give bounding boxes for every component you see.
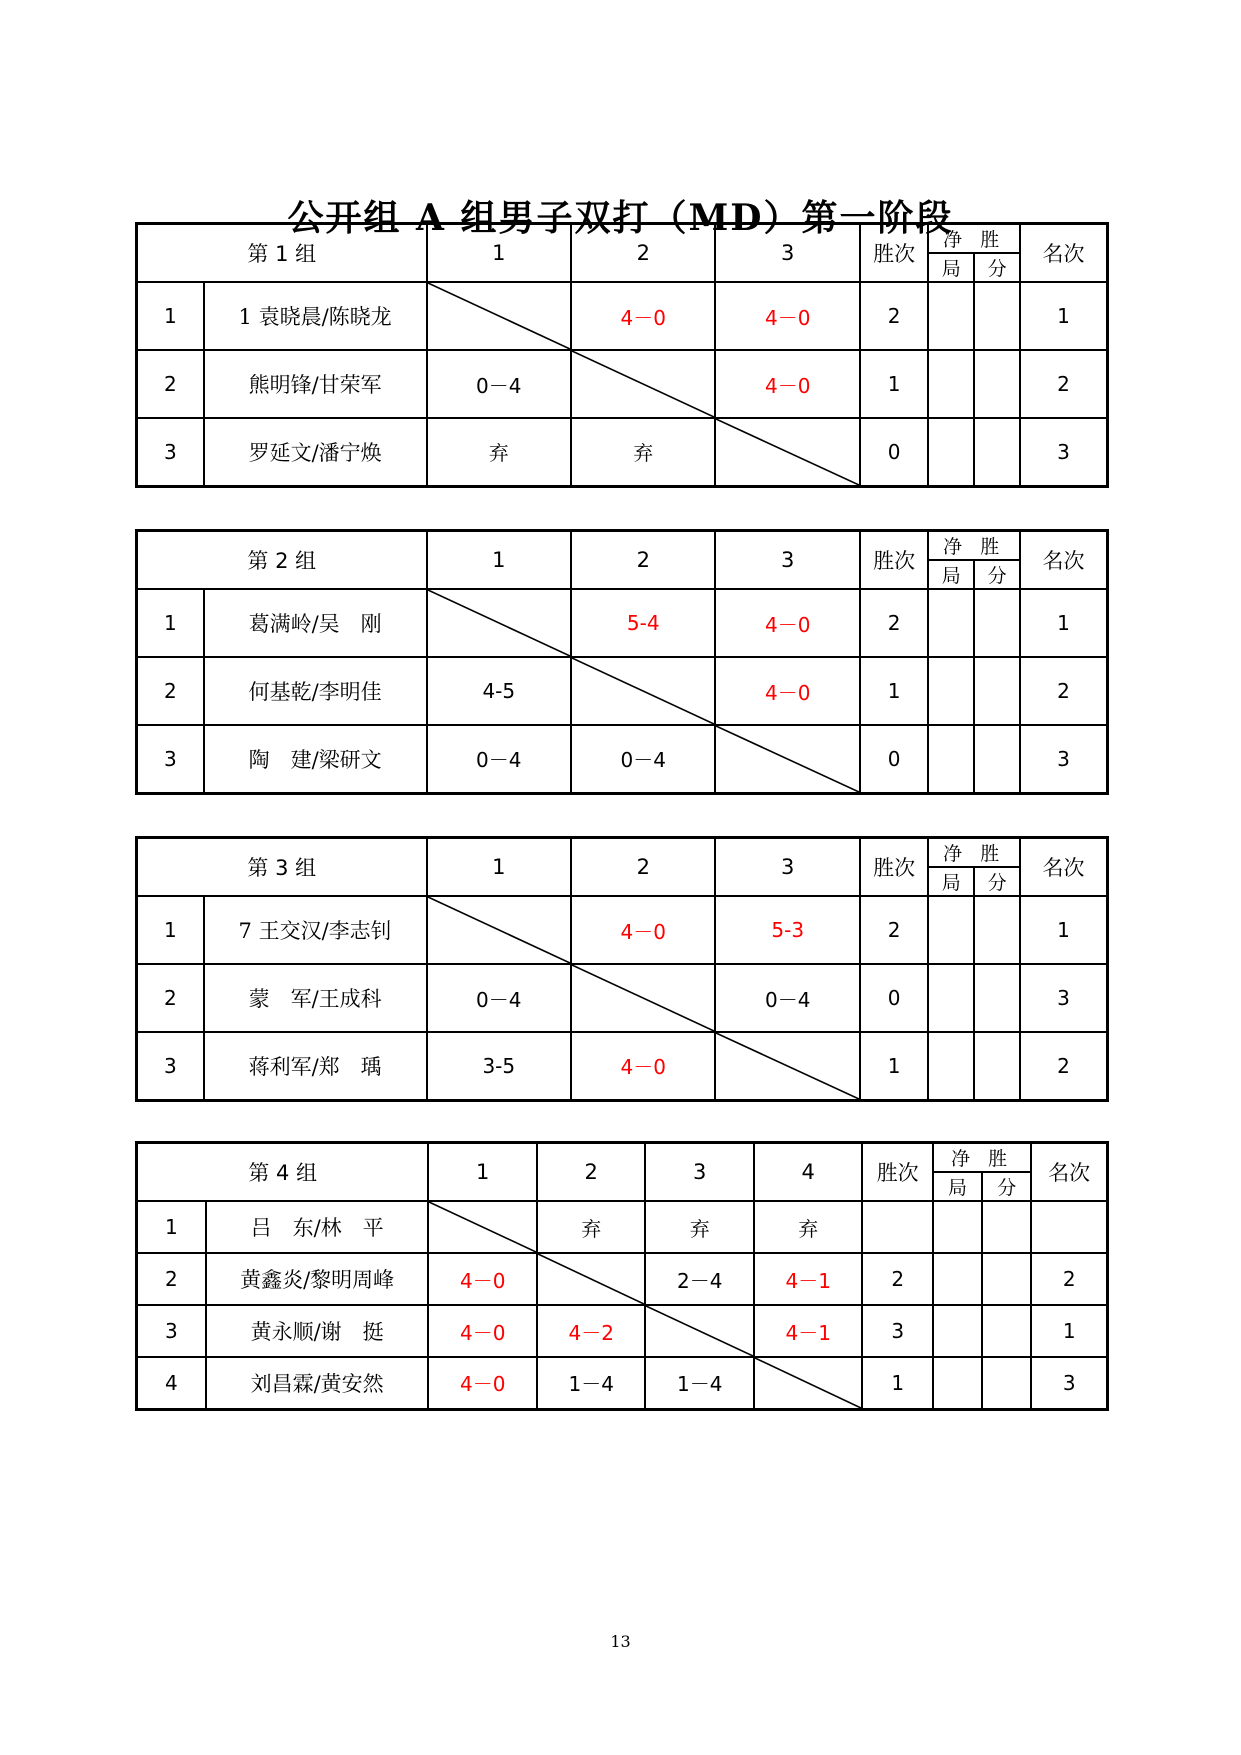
match-score: 0－4 [427,350,571,418]
net-games [928,725,974,793]
wins-count [862,1201,932,1253]
table-row [137,1357,1108,1409]
match-score: 弃 [645,1201,754,1253]
net-wins-label: 净 胜 [929,532,1019,561]
net-games-label: 局 [929,254,975,281]
table-row [137,896,1108,964]
self-match-diagonal [715,418,859,486]
net-points [982,1357,1031,1409]
seed-number: 4 [137,1357,206,1409]
pair-name: 葛满岭/吴 刚 [204,589,427,657]
net-points [974,964,1020,1032]
net-points [974,589,1020,657]
pair-name: 蒙 军/王成科 [204,964,427,1032]
match-score: 弃 [571,418,715,486]
pair-name: 罗延文/潘宁焕 [204,418,427,486]
match-score: 4－1 [754,1305,863,1357]
self-match-diagonal [571,657,715,725]
table-row [137,282,1108,350]
wins-count: 0 [860,964,928,1032]
self-match-diagonal [715,725,859,793]
opponent-column-header: 4 [754,1143,863,1202]
wins-count: 2 [862,1253,932,1305]
net-games-label: 局 [934,1173,983,1200]
net-games [928,589,974,657]
opponent-column-header: 1 [427,224,571,283]
group-table [135,836,1109,1102]
rank-value: 1 [1031,1305,1107,1357]
wins-count: 1 [860,350,928,418]
group-name: 第 4 组 [137,1143,429,1202]
wins-count: 0 [860,418,928,486]
table-row [137,1253,1108,1305]
match-score: 1－4 [537,1357,646,1409]
match-score: 1－4 [645,1357,754,1409]
match-score: 弃 [754,1201,863,1253]
net-points [974,1032,1020,1100]
net-points-label: 分 [987,565,1007,587]
wins-count: 1 [860,1032,928,1100]
opponent-column-header: 3 [715,224,859,283]
table-row [137,725,1108,793]
net-games [928,657,974,725]
rank-value: 2 [1020,657,1107,725]
seed-number: 2 [137,657,204,725]
seed-number: 2 [137,1253,206,1305]
rank-header: 名次 [1020,224,1107,283]
self-match-diagonal [428,1201,537,1253]
net-wins-header [928,531,1020,590]
rank-value [1031,1201,1107,1253]
table-row [137,1305,1108,1357]
seed-number: 3 [137,418,204,486]
net-wins-header [928,224,1020,283]
self-match-diagonal [754,1357,863,1409]
match-score: 5-4 [571,589,715,657]
net-wins-subheaders [929,561,1019,588]
pair-name: 熊明锋/甘荣军 [204,350,427,418]
page-title: 公开组 A 组男子双打（MD）第一阶段 [287,197,954,239]
pair-name: 7 王交汉/李志钊 [204,896,427,964]
match-score: 4－1 [754,1253,863,1305]
seed-number: 3 [137,1305,206,1357]
seed-number: 2 [137,350,204,418]
net-points [974,725,1020,793]
pair-name: 何基乾/李明佳 [204,657,427,725]
pair-name: 刘昌霖/黄安然 [206,1357,429,1409]
pair-name: 陶 建/梁研文 [204,725,427,793]
opponent-column-header: 3 [715,531,859,590]
net-points [982,1305,1031,1357]
net-wins-header [933,1143,1031,1202]
wins-count: 2 [860,896,928,964]
table-row [137,350,1108,418]
rank-value: 3 [1020,418,1107,486]
rank-value: 2 [1020,350,1107,418]
rank-value: 2 [1020,1032,1107,1100]
opponent-column-header: 2 [537,1143,646,1202]
header-row [137,531,1108,590]
net-wins-subheaders [934,1173,1030,1200]
wins-count: 2 [860,282,928,350]
match-score: 弃 [427,418,571,486]
rank-header: 名次 [1020,531,1107,590]
net-points-label: 分 [987,872,1007,894]
group-name: 第 3 组 [137,838,427,897]
seed-number: 3 [137,725,204,793]
match-score: 2－4 [645,1253,754,1305]
self-match-diagonal [427,282,571,350]
rank-value: 1 [1020,589,1107,657]
opponent-column-header: 2 [571,838,715,897]
opponent-column-header: 3 [645,1143,754,1202]
match-score: 4－0 [428,1253,537,1305]
table-row [137,657,1108,725]
net-points [974,418,1020,486]
table-row [137,418,1108,486]
net-points [982,1253,1031,1305]
opponent-column-header: 2 [571,224,715,283]
wins-count: 3 [862,1305,932,1357]
group-table [135,1141,1109,1411]
net-games [933,1305,982,1357]
self-match-diagonal [645,1305,754,1357]
net-wins-label: 净 胜 [929,225,1019,254]
net-games [928,896,974,964]
match-score: 4－0 [571,282,715,350]
match-score: 3-5 [427,1032,571,1100]
net-games-label: 局 [929,561,975,588]
opponent-column-header: 3 [715,838,859,897]
match-score: 0－4 [571,725,715,793]
seed-number: 1 [137,896,204,964]
net-points [974,350,1020,418]
wins-header: 胜次 [862,1143,932,1202]
match-score: 4－0 [715,350,859,418]
match-score: 4－2 [537,1305,646,1357]
match-score: 弃 [537,1201,646,1253]
match-score: 0－4 [427,964,571,1032]
match-score: 4－0 [715,589,859,657]
wins-count: 1 [862,1357,932,1409]
net-wins-subheaders [929,868,1019,895]
wins-count: 0 [860,725,928,793]
self-match-diagonal [427,589,571,657]
rank-value: 3 [1020,725,1107,793]
match-score: 4－0 [571,1032,715,1100]
rank-value: 1 [1020,282,1107,350]
table-row [137,589,1108,657]
net-points-label: 分 [997,1177,1017,1199]
net-wins-header-wrap [929,532,1019,588]
pair-name: 黄鑫炎/黎明周峰 [206,1253,429,1305]
rank-header: 名次 [1020,838,1107,897]
wins-count: 2 [860,589,928,657]
table-row [137,964,1108,1032]
pair-name: 吕 东/林 平 [206,1201,429,1253]
net-games [928,1032,974,1100]
seed-number: 2 [137,964,204,1032]
net-games [933,1201,982,1253]
self-match-diagonal [537,1253,646,1305]
pair-name: 蒋利军/郑 瑀 [204,1032,427,1100]
net-points [982,1201,1031,1253]
net-wins-header-wrap [929,225,1019,281]
opponent-column-header: 2 [571,531,715,590]
wins-header: 胜次 [860,224,928,283]
net-points [974,896,1020,964]
match-score: 0－4 [427,725,571,793]
net-points [974,282,1020,350]
match-score: 0－4 [715,964,859,1032]
self-match-diagonal [715,1032,859,1100]
header-row [137,1143,1108,1202]
rank-value: 3 [1020,964,1107,1032]
net-games [928,964,974,1032]
net-points [974,657,1020,725]
group-table [135,222,1109,488]
pair-name: 1 袁晓晨/陈晓龙 [204,282,427,350]
net-games [928,418,974,486]
net-points-label: 分 [987,258,1007,280]
net-games [933,1253,982,1305]
table-row [137,1032,1108,1100]
wins-count: 1 [860,657,928,725]
wins-header: 胜次 [860,531,928,590]
rank-header: 名次 [1031,1143,1107,1202]
net-wins-header [928,838,1020,897]
net-games-label: 局 [929,868,975,895]
self-match-diagonal [571,964,715,1032]
match-score: 4－0 [715,657,859,725]
pair-name: 黄永顺/谢 挺 [206,1305,429,1357]
match-score: 4-5 [427,657,571,725]
net-wins-header-wrap [929,839,1019,895]
opponent-column-header: 1 [428,1143,537,1202]
match-score: 5-3 [715,896,859,964]
page-number: 13 [610,1632,631,1651]
match-score: 4－0 [428,1357,537,1409]
opponent-column-header: 1 [427,838,571,897]
net-games [933,1357,982,1409]
self-match-diagonal [571,350,715,418]
group-name: 第 2 组 [137,531,427,590]
opponent-column-header: 1 [427,531,571,590]
group-name: 第 1 组 [137,224,427,283]
net-wins-label: 净 胜 [929,839,1019,868]
net-wins-subheaders [929,254,1019,281]
match-score: 4－0 [715,282,859,350]
net-wins-label: 净 胜 [934,1144,1030,1173]
net-games [928,282,974,350]
seed-number: 3 [137,1032,204,1100]
table-row [137,1201,1108,1253]
seed-number: 1 [137,282,204,350]
group-table [135,529,1109,795]
rank-value: 2 [1031,1253,1107,1305]
wins-header: 胜次 [860,838,928,897]
match-score: 4－0 [571,896,715,964]
match-score: 4－0 [428,1305,537,1357]
header-row [137,224,1108,283]
rank-value: 1 [1020,896,1107,964]
self-match-diagonal [427,896,571,964]
rank-value: 3 [1031,1357,1107,1409]
seed-number: 1 [137,1201,206,1253]
header-row [137,838,1108,897]
seed-number: 1 [137,589,204,657]
net-wins-header-wrap [934,1144,1030,1200]
net-games [928,350,974,418]
